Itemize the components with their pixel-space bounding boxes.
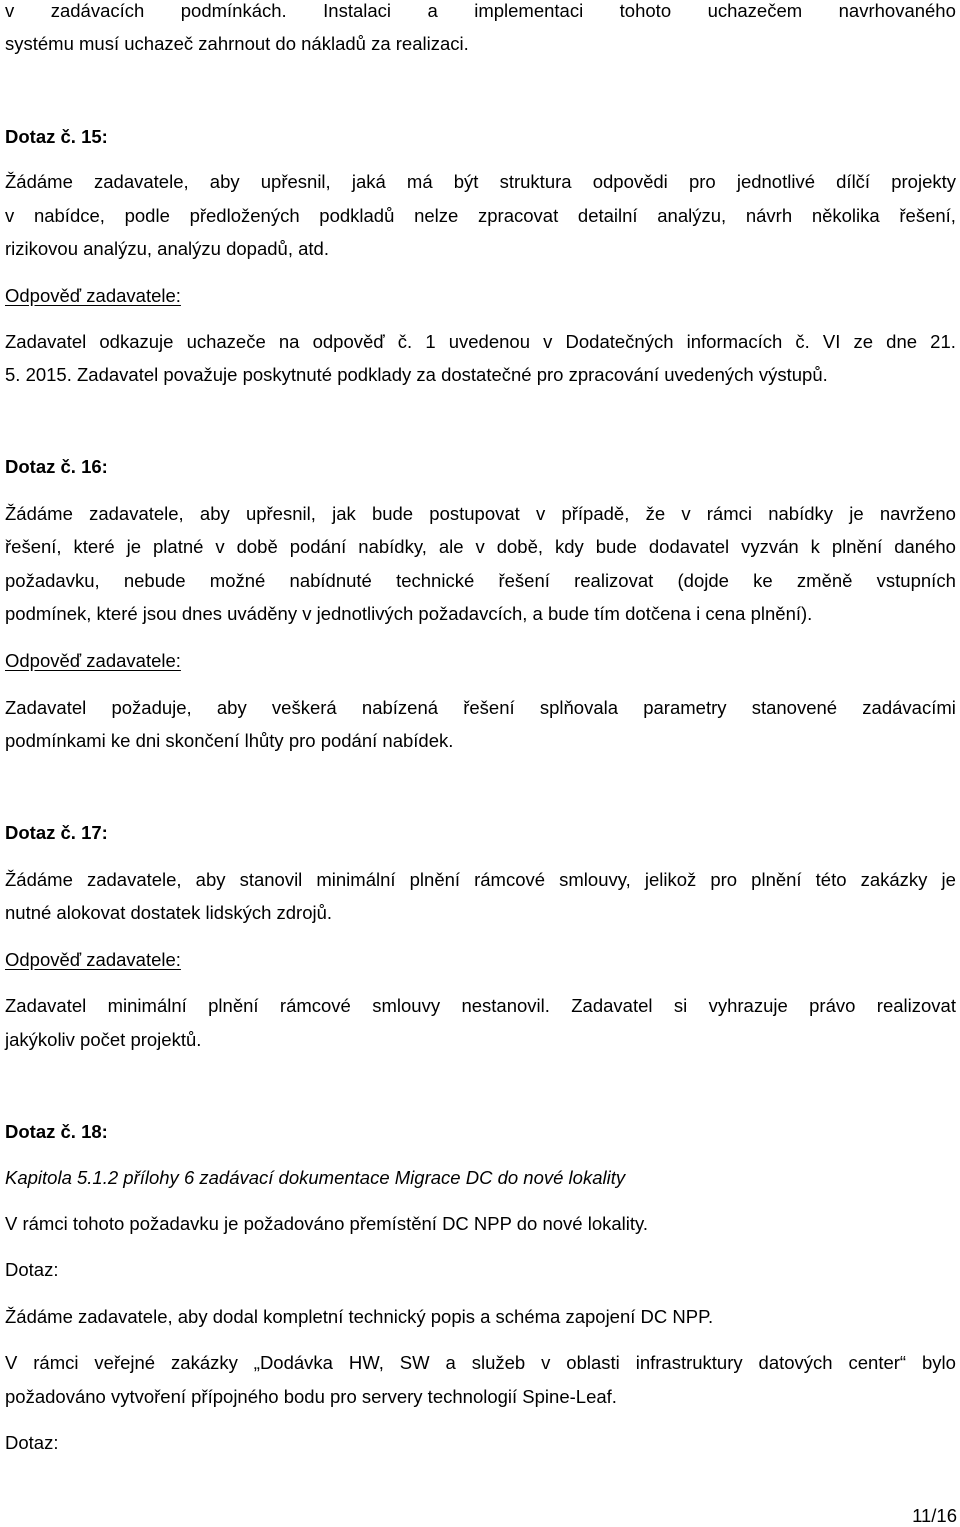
word: aby <box>216 697 247 718</box>
word: zadávacích <box>50 0 145 21</box>
word: jelikož <box>644 869 697 890</box>
q16-question-line-1 <box>5 503 956 525</box>
word: realizovat <box>574 570 654 591</box>
word: Žádáme <box>5 171 73 192</box>
word: center“ <box>848 1352 907 1373</box>
word: datových <box>758 1352 833 1373</box>
word: dodavatel <box>648 536 730 557</box>
word: daného <box>894 536 956 557</box>
word: ze <box>853 331 874 352</box>
word: smlouvy <box>372 995 441 1016</box>
word: navrhovaného <box>838 0 956 21</box>
word: a <box>445 1352 456 1373</box>
word: realizovat <box>876 995 956 1016</box>
word: SW <box>399 1352 430 1373</box>
page-number: 11/16 <box>912 1505 957 1526</box>
word: řešení, <box>5 536 62 557</box>
word: zadavatele, <box>94 171 189 192</box>
word: služeb <box>471 1352 526 1373</box>
word: v <box>215 536 225 557</box>
word: zpracovat <box>478 205 559 226</box>
q17-heading: Dotaz č. 17: <box>5 822 108 843</box>
word: implementaci <box>474 0 584 21</box>
q18-context2-line-2: požadováno vytvoření přípojného bodu pro servery technologií Spine-Leaf. <box>5 1386 617 1407</box>
word: minimální <box>316 869 396 890</box>
q17-answer-label: Odpověď zadavatele: <box>5 949 181 970</box>
q16-answer-line-1 <box>5 697 956 719</box>
q17-answer-line-1 <box>5 995 956 1017</box>
word: HW, <box>348 1352 384 1373</box>
word: zadavatele, <box>86 869 182 890</box>
word: je <box>849 503 864 524</box>
word: „Dodávka <box>253 1352 333 1373</box>
q17-question-line-2: nutné alokovat dostatek lidských zdrojů. <box>5 902 333 923</box>
word: bude <box>595 536 637 557</box>
word: kdy <box>554 536 584 557</box>
q17-answer-line-2: jakýkoliv počet projektů. <box>5 1029 202 1050</box>
q16-question-line-2 <box>5 536 956 558</box>
word: splňovala <box>539 697 619 718</box>
q18-context: V rámci tohoto požadavku je požadováno přemístění DC NPP do nové lokality. <box>5 1213 649 1234</box>
word: uchazeče <box>186 331 266 352</box>
word: podle <box>124 205 170 226</box>
word: podkladů <box>319 205 395 226</box>
word: minimální <box>107 995 187 1016</box>
q15-question-line-1 <box>5 171 956 193</box>
word: Zadavatel <box>5 331 87 352</box>
word: zadavatele, <box>89 503 184 524</box>
word: odkazuje <box>99 331 174 352</box>
word: rámcové <box>474 869 546 890</box>
word: (dojde <box>677 570 729 591</box>
word: vyhrazuje <box>708 995 788 1016</box>
word: bylo <box>922 1352 956 1373</box>
word: pro <box>688 171 716 192</box>
q15-answer-line-2: 5. 2015. Zadavatel považuje poskytnuté podklady za dostatečné pro zpracování uvedených výstupů. <box>5 364 828 385</box>
q18-dotaz-label-2: Dotaz: <box>5 1432 59 1453</box>
word: nabízená <box>361 697 439 718</box>
q17-question-line-1 <box>5 869 956 891</box>
word: jednotlivé <box>736 171 815 192</box>
word: zakázky <box>171 1352 238 1373</box>
word: smlouvy, <box>559 869 631 890</box>
word: v <box>543 331 553 352</box>
word: vyzván <box>741 536 799 557</box>
word: nestanovil. <box>461 995 550 1016</box>
word: ke <box>753 570 773 591</box>
q18-heading: Dotaz č. 18: <box>5 1121 108 1142</box>
q15-question-line-2 <box>5 205 956 227</box>
word: Zadavatel <box>5 995 87 1016</box>
word: případě, <box>561 503 630 524</box>
word: dne <box>886 331 918 352</box>
word: rámcové <box>279 995 351 1016</box>
word: rámci <box>33 1352 79 1373</box>
word: nebude <box>123 570 186 591</box>
word: platné <box>153 536 204 557</box>
q15-answer-line-1 <box>5 331 956 353</box>
word: bude <box>371 503 414 524</box>
word: předložených <box>189 205 300 226</box>
word: aby <box>209 171 240 192</box>
word: vstupních <box>876 570 956 591</box>
word: nabídky <box>768 503 833 524</box>
word: uchazečem <box>707 0 803 21</box>
word: struktura <box>499 171 572 192</box>
word: podání <box>289 536 347 557</box>
word: stanovil <box>239 869 303 890</box>
word: V <box>5 1352 18 1373</box>
word: č. <box>397 331 413 352</box>
word: veškerá <box>271 697 337 718</box>
word: VI <box>822 331 841 352</box>
word: Dodatečných <box>565 331 674 352</box>
word: plnění <box>208 995 259 1016</box>
word: veřejné <box>94 1352 156 1373</box>
word: analýzu, <box>657 205 727 226</box>
word: k <box>810 536 820 557</box>
q15-question-line-3: rizikovou analýzu, analýzu dopadů, atd. <box>5 238 329 259</box>
q15-heading: Dotaz č. 15: <box>5 126 108 147</box>
word: době, <box>496 536 544 557</box>
word: parametry <box>643 697 727 718</box>
word: v <box>681 503 691 524</box>
word: na <box>278 331 300 352</box>
word: navrženo <box>879 503 956 524</box>
word: dílčí <box>836 171 871 192</box>
word: v <box>5 205 15 226</box>
word: je <box>941 869 956 890</box>
word: postupovat <box>429 503 520 524</box>
word: informacích <box>686 331 783 352</box>
word: má <box>406 171 433 192</box>
word: Zadavatel <box>571 995 653 1016</box>
word: odpovědi <box>592 171 668 192</box>
q18-dotaz-label-1: Dotaz: <box>5 1259 59 1280</box>
word: tohoto <box>619 0 672 21</box>
word: které <box>73 536 115 557</box>
word: pro <box>710 869 738 890</box>
word: rámci <box>706 503 752 524</box>
word: této <box>815 869 847 890</box>
word: Instalaci <box>323 0 392 21</box>
word: aby <box>195 869 226 890</box>
word: 1 <box>425 331 436 352</box>
word: době <box>236 536 278 557</box>
word: jaká <box>351 171 386 192</box>
word: a <box>427 0 438 21</box>
word: řešení <box>463 697 515 718</box>
word: řešení, <box>899 205 956 226</box>
word: aby <box>199 503 230 524</box>
q16-heading: Dotaz č. 16: <box>5 456 108 477</box>
word: že <box>645 503 666 524</box>
intro-line-1 <box>5 0 956 22</box>
word: nabídky, <box>358 536 427 557</box>
word: si <box>673 995 688 1016</box>
word: je <box>126 536 142 557</box>
word: Zadavatel <box>5 697 87 718</box>
word: několika <box>811 205 880 226</box>
word: v <box>536 503 546 524</box>
q18-question: Žádáme zadavatele, aby dodal kompletní technický popis a schéma zapojení DC NPP. <box>5 1306 714 1327</box>
word: požaduje, <box>111 697 192 718</box>
word: stanovené <box>751 697 838 718</box>
word: řešení <box>498 570 550 591</box>
word: č. <box>795 331 810 352</box>
word: být <box>453 171 479 192</box>
q18-chapter: Kapitola 5.1.2 přílohy 6 zadávací dokumentace Migrace DC do nové lokality <box>5 1167 626 1188</box>
word: právo <box>809 995 856 1016</box>
word: v <box>5 0 15 21</box>
word: nabídnuté <box>289 570 372 591</box>
word: uvedenou <box>448 331 531 352</box>
word: detailní <box>577 205 638 226</box>
word: návrh <box>745 205 793 226</box>
q16-answer-line-2: podmínkami ke dni skončení lhůty pro podání nabídek. <box>5 730 454 751</box>
q16-question-line-4: podmínek, které jsou dnes uváděny v jednotlivých požadavcích, a bude tím dotčena i cena plnění). <box>5 603 813 624</box>
word: v <box>475 536 485 557</box>
word: zakázky <box>860 869 928 890</box>
q18-context2-line-1 <box>5 1352 956 1374</box>
word: v <box>541 1352 551 1373</box>
word: podmínkách. <box>180 0 287 21</box>
word: plnění <box>751 869 802 890</box>
word: upřesnil, <box>260 171 331 192</box>
word: nelze <box>414 205 459 226</box>
word: plnění <box>409 869 461 890</box>
q16-question-line-3 <box>5 570 956 592</box>
q15-answer-label: Odpověď zadavatele: <box>5 285 181 306</box>
word: požadavku, <box>5 570 100 591</box>
word: plnění <box>831 536 883 557</box>
word: možné <box>209 570 266 591</box>
word: technické <box>396 570 475 591</box>
word: zadávacími <box>862 697 956 718</box>
word: Žádáme <box>5 869 73 890</box>
word: jak <box>332 503 356 524</box>
word: oblasti <box>566 1352 620 1373</box>
word: projekty <box>891 171 956 192</box>
word: 21. <box>930 331 956 352</box>
q16-answer-label: Odpověď zadavatele: <box>5 650 181 671</box>
word: změně <box>796 570 853 591</box>
word: ale <box>438 536 464 557</box>
word: Žádáme <box>5 503 73 524</box>
word: odpověď <box>312 331 385 352</box>
word: infrastruktury <box>635 1352 743 1373</box>
word: upřesnil, <box>245 503 316 524</box>
word: nabídce, <box>33 205 105 226</box>
intro-line-2: systému musí uchazeč zahrnout do nákladů za realizaci. <box>5 33 469 54</box>
